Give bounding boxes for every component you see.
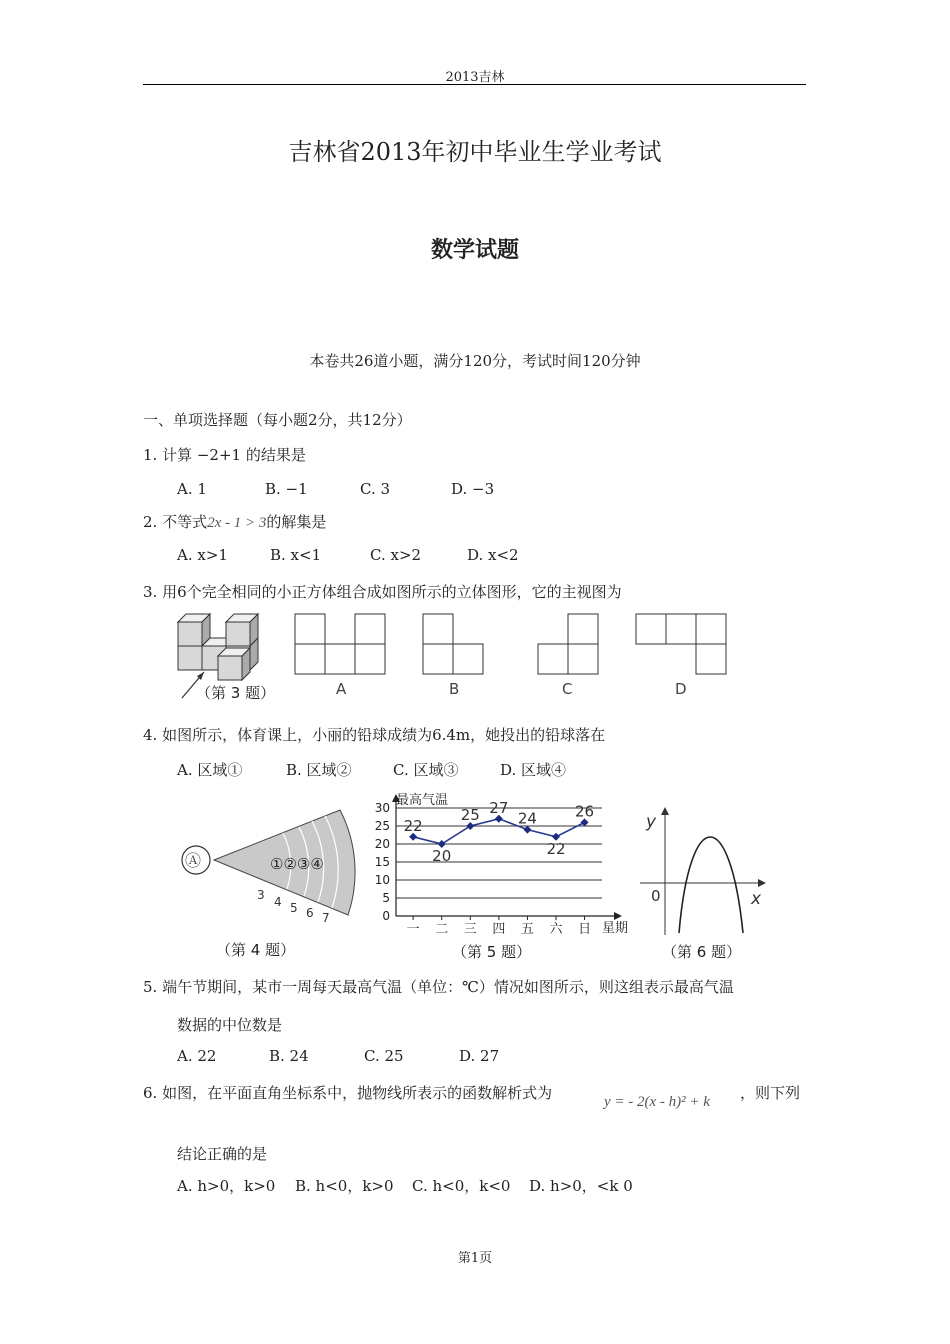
q2-stem xyxy=(143,511,326,532)
chart-x-label: 星期 xyxy=(602,921,629,936)
x-axis-arrow xyxy=(758,879,766,887)
header-rule xyxy=(143,84,806,85)
q5-option-d: D. 27 xyxy=(459,1047,500,1065)
y-tick-label: 5 xyxy=(382,891,390,905)
q4-option-c: C. 区域③ xyxy=(393,761,459,779)
q3-stem: 3. 用6个完全相同的小正方体组合成如图所示的立体图形，它的主视图为 xyxy=(143,583,622,601)
q3-option-c-view xyxy=(538,614,598,674)
x-tick-label: 日 xyxy=(578,922,592,937)
q2-option-d: D. x<2 xyxy=(467,546,519,564)
q2-option-a: A. x>1 xyxy=(177,546,228,564)
q1-option-d: D. −3 xyxy=(451,480,495,498)
x-axis-arrow xyxy=(614,912,622,920)
y-axis-arrow xyxy=(661,807,669,815)
y-tick-label: 20 xyxy=(374,837,390,851)
x-tick-label: 三 xyxy=(463,922,477,937)
q4-option-a: A. 区域① xyxy=(177,761,243,779)
exam-subtitle: 数学试题 xyxy=(430,237,519,263)
exam-note: 本卷共26道小题，满分120分，考试时间120分钟 xyxy=(309,352,641,370)
q5-option-b: B. 24 xyxy=(269,1047,309,1065)
data-label: 27 xyxy=(489,798,509,817)
q6-option-d: D. h>0，<k 0 xyxy=(529,1177,633,1195)
exam-title: 吉林省2013年初中毕业生学业考试 xyxy=(288,138,662,166)
x-tick-label: 二 xyxy=(435,922,449,937)
q5-figure-caption: （第 5 题） xyxy=(452,943,532,961)
tick-3: 3 xyxy=(257,888,265,902)
q3-option-a-view xyxy=(295,614,385,674)
q2-option-b: B. x<1 xyxy=(270,546,322,564)
q5-chart xyxy=(362,790,642,965)
q3-label-d: D xyxy=(675,680,687,698)
x-tick-label: 六 xyxy=(549,922,563,937)
q1-option-b: B. −1 xyxy=(265,480,308,498)
q6-stem: 6. 如图，在平面直角坐标系中，抛物线所表示的函数解析式为 xyxy=(143,1084,553,1102)
y-tick-label: 0 xyxy=(382,909,390,923)
parabola-curve xyxy=(679,837,743,933)
q5-option-a: A. 22 xyxy=(177,1047,217,1065)
data-label: 24 xyxy=(517,809,537,828)
chart-plot-area xyxy=(375,794,622,937)
q3-option-d-view xyxy=(636,614,726,674)
q6-option-b: B. h<0，k>0 xyxy=(295,1177,394,1195)
chart-title: 最高气温 xyxy=(396,793,449,808)
q6-expression: y = - 2(x - h)² + k xyxy=(604,1094,710,1110)
q2-stem-post: 的解集是 xyxy=(266,513,327,531)
y-tick-label: 30 xyxy=(374,801,390,815)
q3-label-c: C xyxy=(562,680,573,698)
q6-option-c: C. h<0，k<0 xyxy=(412,1177,511,1195)
thrower-icon: Ⓐ xyxy=(185,851,202,870)
q1-option-c: C. 3 xyxy=(360,480,391,498)
y-tick-label: 10 xyxy=(374,873,390,887)
page-header: 2013吉林 xyxy=(445,70,505,85)
data-label: 22 xyxy=(403,816,423,835)
data-label: 20 xyxy=(432,847,452,865)
x-axis-label: x xyxy=(751,889,762,909)
tick-5: 5 xyxy=(290,901,298,915)
q5-stem: 5. 端午节期间，某市一周每天最高气温（单位：℃）情况如图所示，则这组表示最高气温 xyxy=(143,978,734,996)
q4-figure-caption: （第 4 题） xyxy=(216,941,296,959)
q3-label-a: A xyxy=(336,680,347,698)
x-tick-label: 五 xyxy=(520,922,534,937)
x-tick-label: 四 xyxy=(492,922,506,937)
q4-option-b: B. 区域② xyxy=(286,761,352,779)
q4-stem: 4. 如图所示，体育课上，小丽的铅球成绩为6.4m，她投出的铅球落在 xyxy=(143,726,606,744)
q3-figure-caption: （第 3 题） xyxy=(196,684,276,702)
data-label: 22 xyxy=(546,839,566,858)
q2-option-c: C. x>2 xyxy=(370,546,422,564)
data-label: 25 xyxy=(460,806,480,824)
q3-label-b: B xyxy=(449,680,460,698)
y-axis-label: y xyxy=(646,812,657,832)
page-footer: 第1页 xyxy=(457,1251,493,1266)
section-heading: 一、单项选择题（每小题2分，共12分） xyxy=(143,411,412,429)
q6-stem-post: ，则下列 xyxy=(740,1084,801,1102)
x-tick-label: 一 xyxy=(406,922,420,937)
q6-figure-caption: （第 6 题） xyxy=(662,943,742,961)
data-label: 26 xyxy=(575,802,595,821)
q1-stem: 1. 计算 −2+1 的结果是 xyxy=(143,446,306,464)
q3-option-b-view xyxy=(423,614,483,674)
q5-stem-cont: 数据的中位数是 xyxy=(177,1016,283,1034)
q6-option-a: A. h>0，k>0 xyxy=(177,1177,276,1195)
q2-stem-pre: 2. 不等式 xyxy=(143,513,208,531)
tick-7: 7 xyxy=(322,911,330,925)
tick-6: 6 xyxy=(306,906,314,920)
region-labels: ①②③④ xyxy=(270,855,324,873)
q2-expression: 2x - 1 > 3 xyxy=(207,515,267,531)
origin-label: 0 xyxy=(651,887,661,905)
y-tick-label: 25 xyxy=(374,819,390,833)
q4-figure xyxy=(172,798,362,963)
q1-option-a: A. 1 xyxy=(177,480,207,498)
tick-4: 4 xyxy=(274,895,282,909)
q6-stem-cont: 结论正确的是 xyxy=(177,1145,268,1163)
q6-figure xyxy=(638,805,768,965)
q4-option-d: D. 区域④ xyxy=(500,761,567,779)
cube-solid-figure xyxy=(178,614,258,680)
q3-figure xyxy=(170,606,770,706)
y-tick-label: 15 xyxy=(374,855,390,869)
q5-option-c: C. 25 xyxy=(364,1047,404,1065)
